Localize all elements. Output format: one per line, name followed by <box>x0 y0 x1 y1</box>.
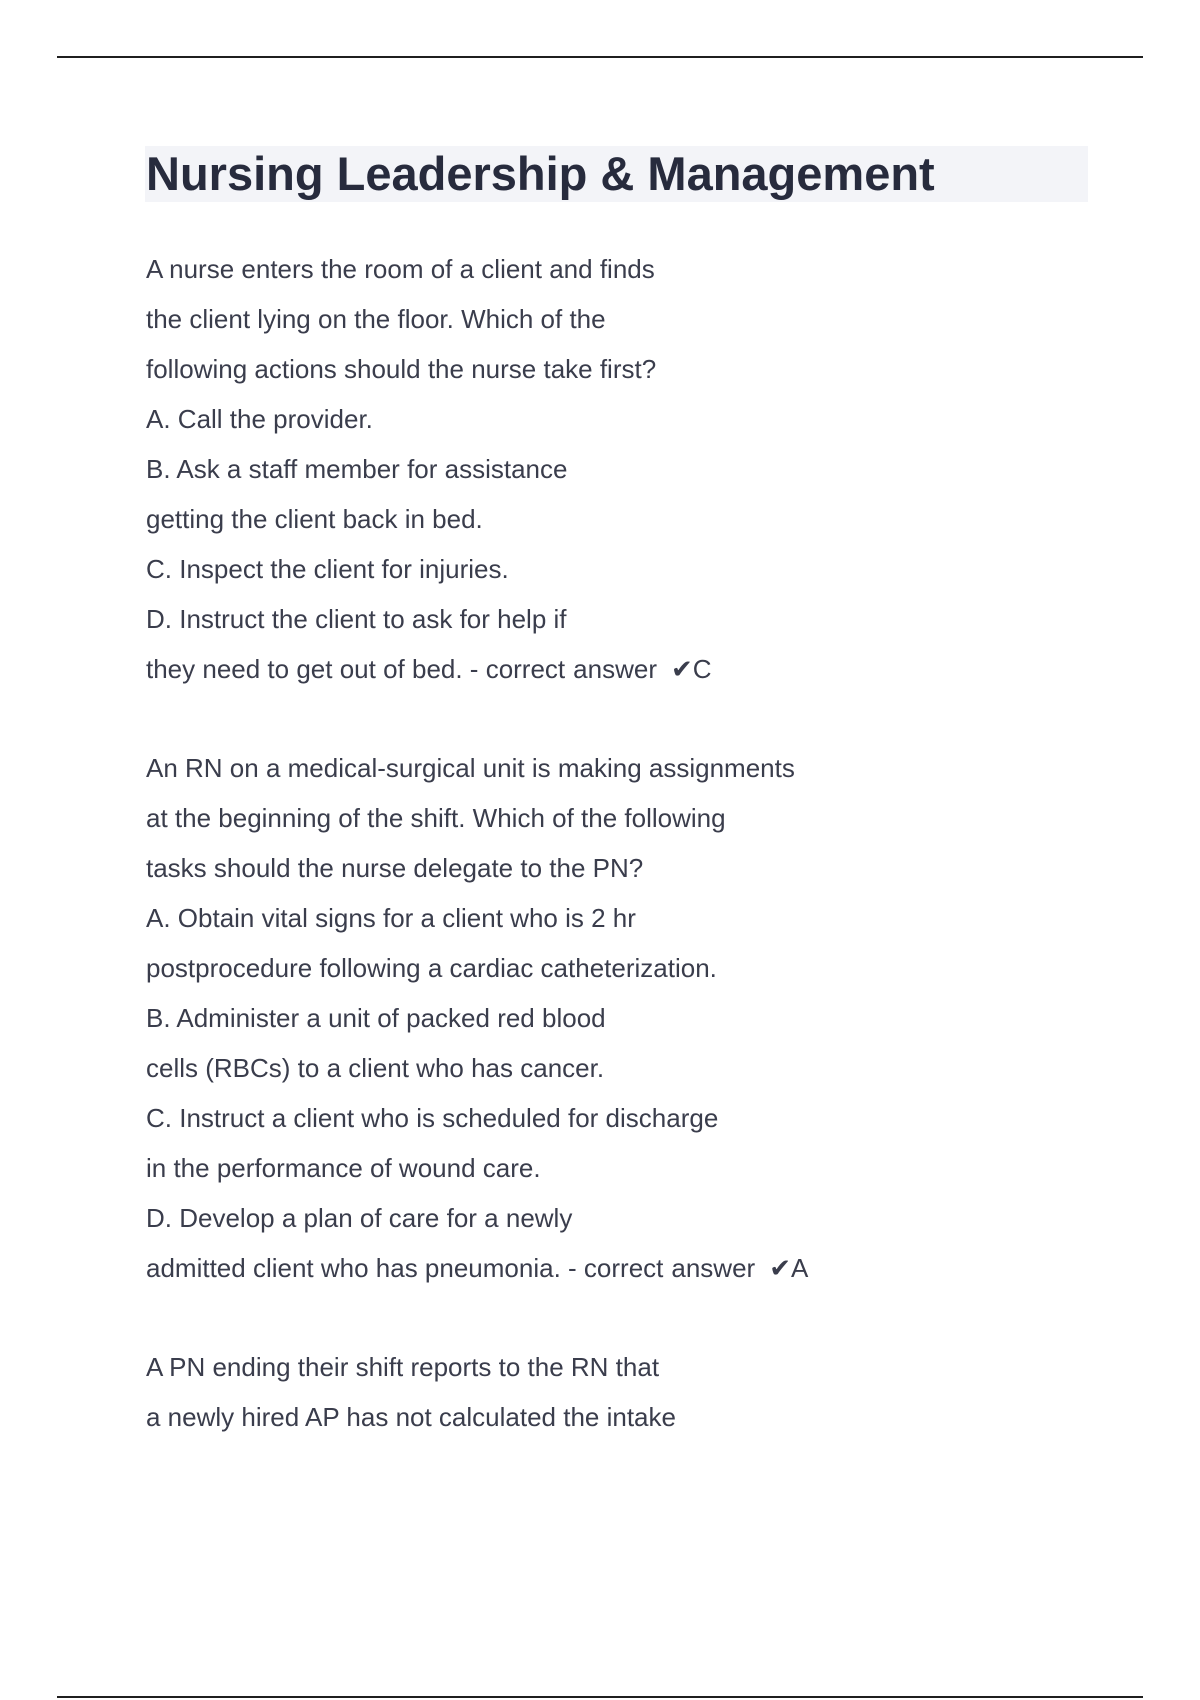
option-line: postprocedure following a cardiac catheterization. <box>146 953 717 983</box>
answer-line <box>146 1243 1086 1293</box>
answer-line <box>146 644 1086 694</box>
option-line: C. Inspect the client for injuries. <box>146 554 509 584</box>
option-line: D. Develop a plan of care for a newly <box>146 1203 573 1233</box>
option-line: D. Instruct the client to ask for help if <box>146 604 567 634</box>
question-line: A PN ending their shift reports to the RN that <box>146 1352 660 1382</box>
option-line: in the performance of wound care. <box>146 1153 541 1183</box>
question-block-3 <box>146 1342 1086 1442</box>
option-line: getting the client back in bed. <box>146 504 483 534</box>
bottom-divider <box>57 1696 1143 1698</box>
question-line: An RN on a medical-surgical unit is making assignments <box>146 753 795 783</box>
option-line: A. Call the provider. <box>146 404 373 434</box>
option-line: cells (RBCs) to a client who has cancer. <box>146 1053 605 1083</box>
question-line: the client lying on the floor. Which of the <box>146 304 606 334</box>
answer-label: answer <box>671 1253 756 1283</box>
question-line: at the beginning of the shift. Which of the following <box>146 803 726 833</box>
answer-label: answer <box>573 654 657 684</box>
question-block-2 <box>146 743 1086 1293</box>
answer-line-text: they need to get out of bed. - correct <box>146 654 566 684</box>
question-line: following actions should the nurse take first? <box>146 354 657 384</box>
option-line: B. Ask a staff member for assistance <box>146 454 568 484</box>
answer-line-text: admitted client who has pneumonia. - correct <box>146 1253 664 1283</box>
page-title: Nursing Leadership & Management <box>146 147 935 200</box>
question-line: A nurse enters the room of a client and finds <box>146 254 655 284</box>
correct-answer-mark: ✔C <box>670 654 712 684</box>
option-line: B. Administer a unit of packed red blood <box>146 1003 606 1033</box>
question-line: a newly hired AP has not calculated the intake <box>146 1402 676 1432</box>
top-divider <box>57 56 1143 58</box>
correct-answer-mark: ✔A <box>769 1253 809 1283</box>
question-line: tasks should the nurse delegate to the PN? <box>146 853 644 883</box>
option-line: A. Obtain vital signs for a client who is 2 hr <box>146 903 636 933</box>
question-block-1 <box>146 244 1086 694</box>
option-line: C. Instruct a client who is scheduled for discharge <box>146 1103 719 1133</box>
document-body <box>146 244 1086 1491</box>
